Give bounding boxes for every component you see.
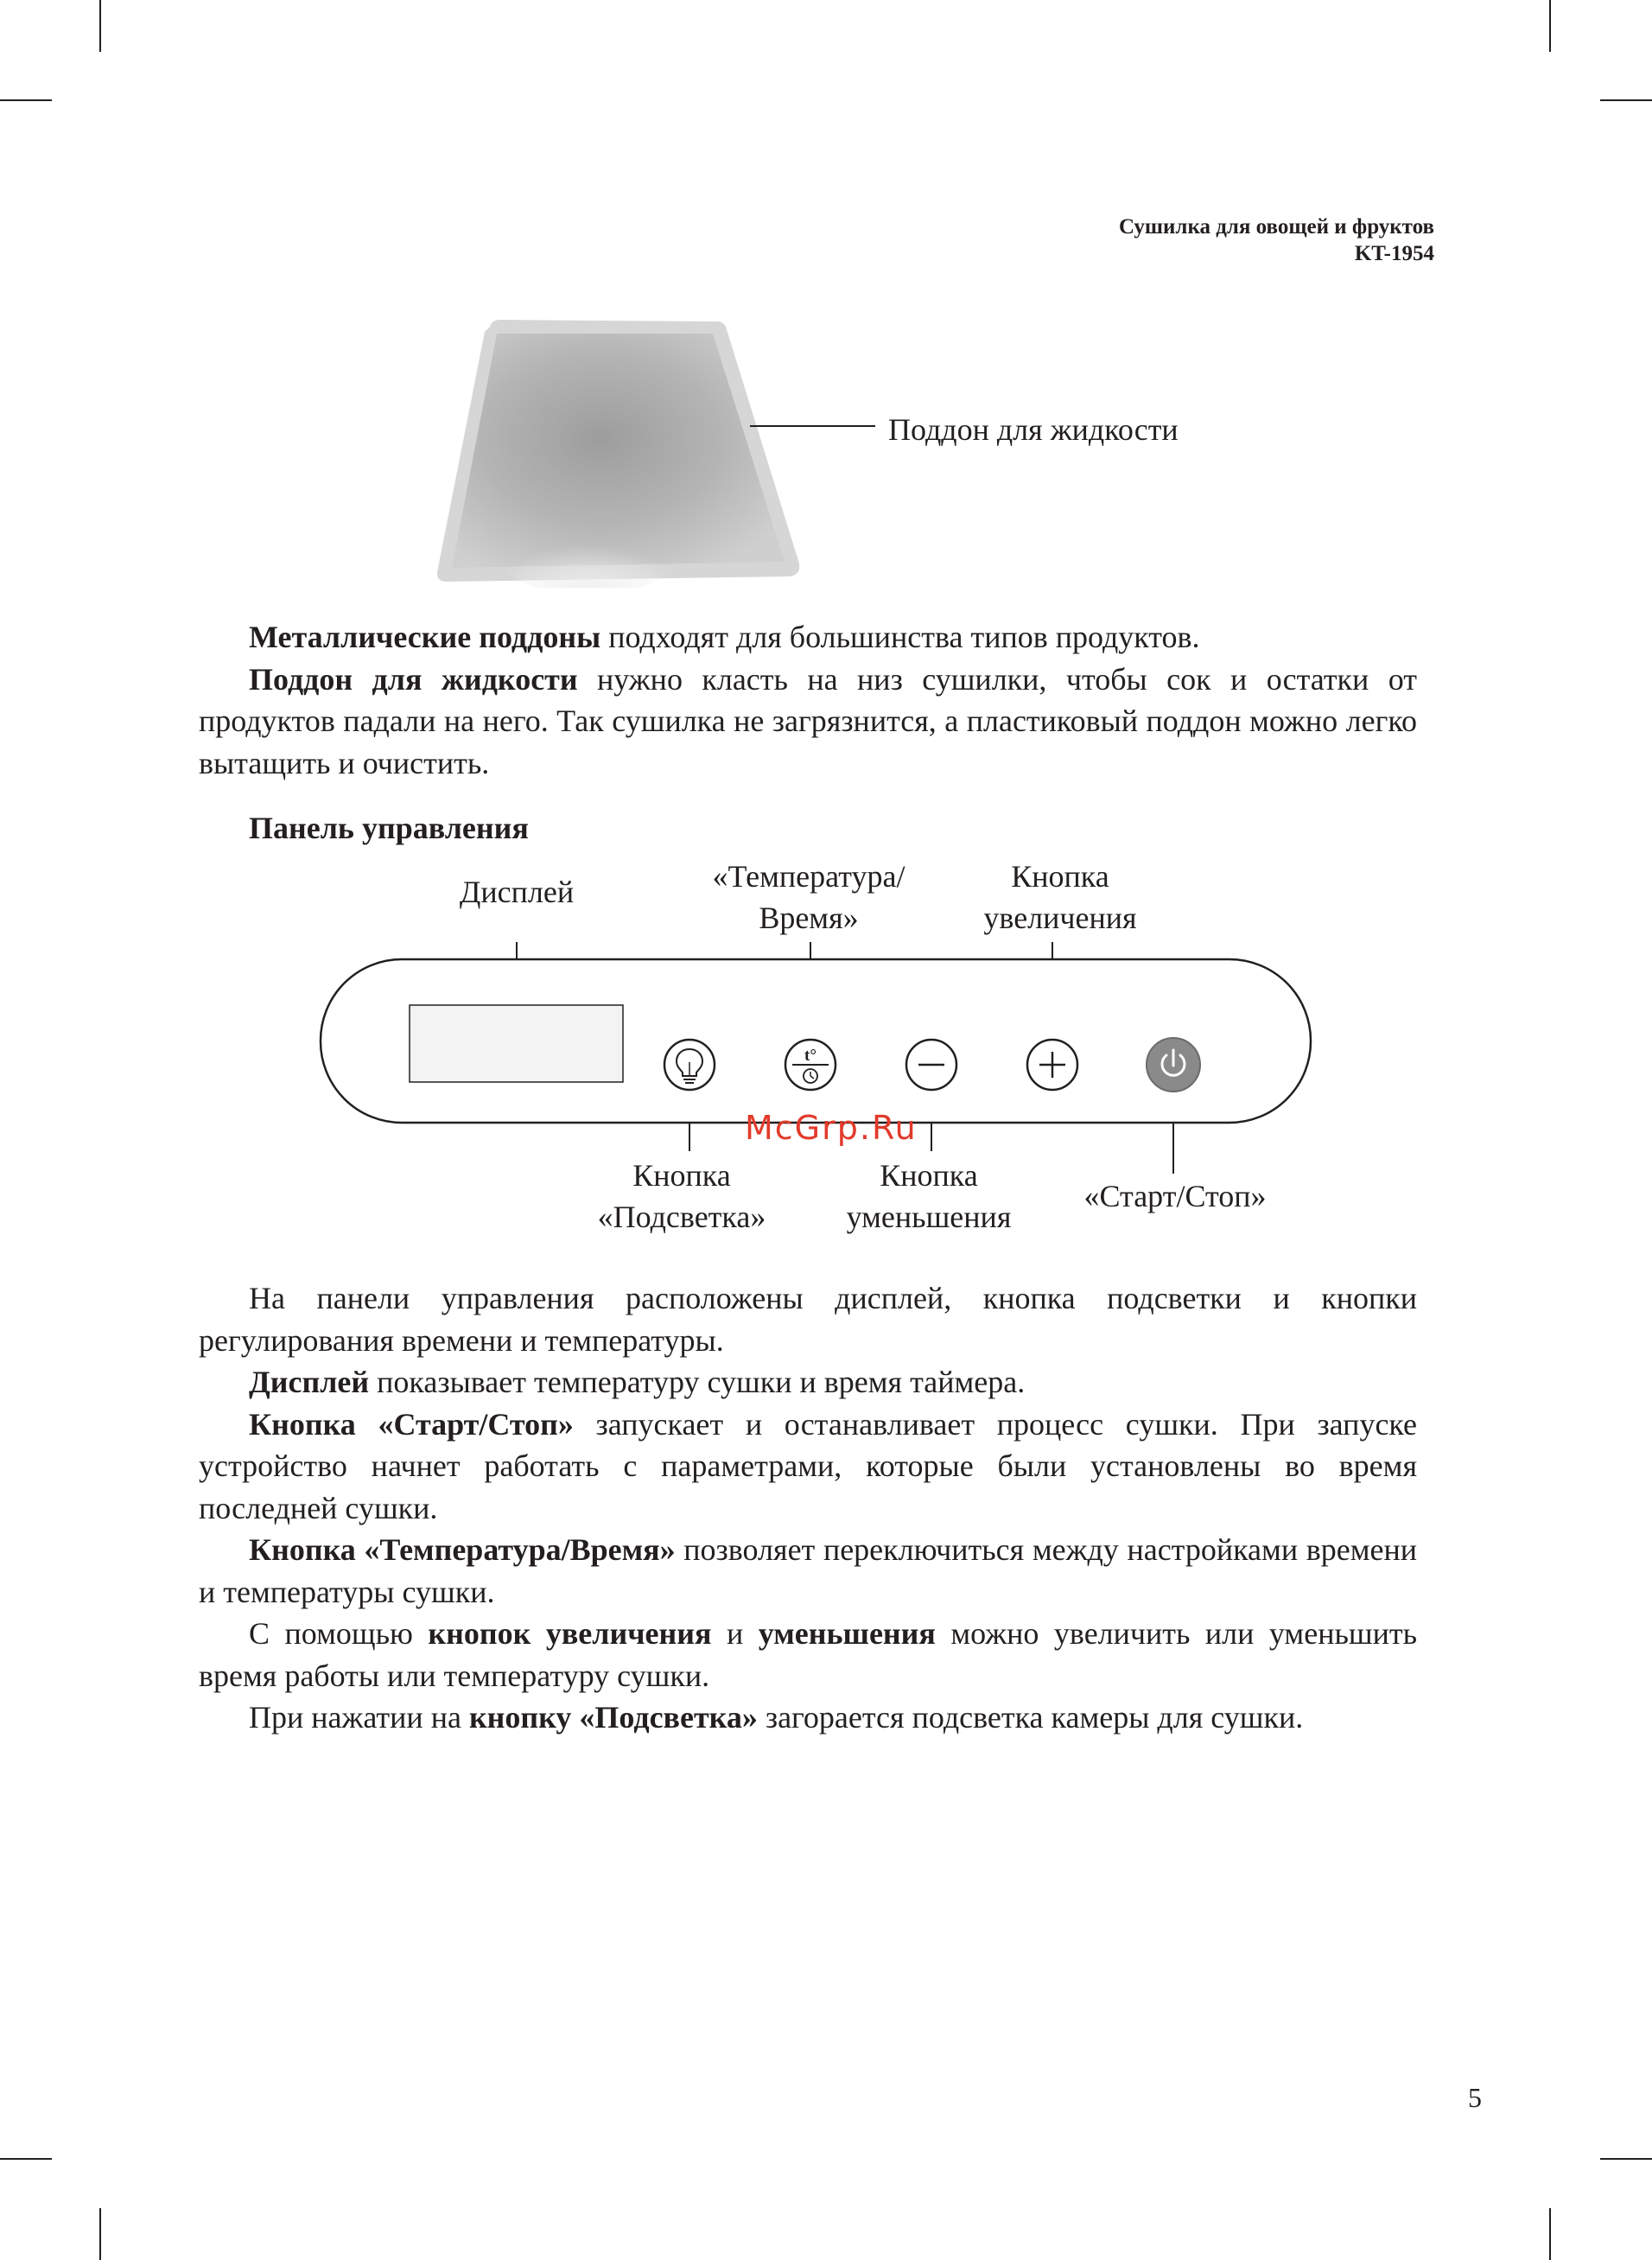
paragraph: Дисплей показывает температуру сушки и время таймера. xyxy=(249,1365,1026,1399)
crop-mark-top-right-h xyxy=(1600,99,1652,101)
crop-mark-bottom-right-h xyxy=(1600,2158,1652,2160)
section-title: Панель управления xyxy=(249,811,529,845)
display-label: Дисплей xyxy=(459,875,575,909)
start-stop-button xyxy=(1147,1038,1200,1092)
paragraph: При нажатии на кнопку «Подсветка» загорается подсветка камеры для сушки. xyxy=(249,1700,1304,1735)
light-button xyxy=(664,1040,715,1090)
paragraph: На панели управления расположены дисплей, кнопка подсветки и кнопки регулирования времени и температуры. xyxy=(199,1281,1417,1358)
liquid-tray-illustration xyxy=(436,320,886,588)
crop-mark-top-right-v xyxy=(1549,0,1551,52)
term: Дисплей xyxy=(249,1365,370,1399)
start-stop-label: «Старт/Стоп» xyxy=(1083,1179,1267,1213)
paragraph: Металлические поддоны подходят для большинства типов продуктов. xyxy=(249,620,1200,654)
crop-mark-top-left-v xyxy=(99,0,101,52)
crop-mark-bottom-left-h xyxy=(0,2158,52,2160)
control-panel-diagram xyxy=(311,942,1322,1270)
term: кнопок увеличения xyxy=(428,1616,712,1651)
paragraph: С помощью кнопок увеличения и уменьшения можно увеличить или уменьшить время работы или температуру сушки. xyxy=(199,1616,1418,1693)
term: Металлические поддоны xyxy=(249,620,601,654)
term: кнопку «Подсветка» xyxy=(468,1700,758,1735)
temp-time-button xyxy=(785,1040,836,1090)
page-number: 5 xyxy=(1468,2082,1482,2113)
header-title: Сушилка для овощей и фруктов xyxy=(1118,215,1434,239)
decrease-button xyxy=(906,1040,956,1090)
light-button-label: Кнопка «Подсветка» xyxy=(597,1158,766,1234)
increase-label: Кнопка увеличения xyxy=(983,859,1137,935)
running-header xyxy=(1119,213,1434,267)
crop-mark-top-left-h xyxy=(0,99,52,101)
crop-mark-bottom-left-v xyxy=(99,2208,101,2260)
tray-leader-line xyxy=(750,423,880,429)
term: Поддон для жидкости xyxy=(249,661,578,697)
paragraph: Кнопка «Старт/Стоп» запускает и останавливает процесс сушки. При запуске устройство начнет работать с параметрами, которые были установлены во время последней сушки. xyxy=(199,1406,1417,1525)
intro-text xyxy=(199,616,1417,784)
watermark: McGrp.Ru xyxy=(745,1109,918,1147)
temp-icon: t° xyxy=(804,1047,816,1065)
display-screen xyxy=(410,1005,623,1082)
tray-label: Поддон для жидкости xyxy=(888,412,1179,447)
paragraph: Поддон для жидкости нужно класть на низ сушилки, чтобы сок и остатки от продуктов падали на него. Так сушилка не загрязнится, а пластиковый поддон можно легко вытащить и очистить. xyxy=(199,661,1417,780)
term: Кнопка «Температура/Время» xyxy=(249,1532,676,1567)
term: уменьшения xyxy=(758,1616,936,1651)
temp-time-label: «Температура/ Время» xyxy=(712,859,905,935)
crop-mark-bottom-right-v xyxy=(1549,2208,1551,2260)
increase-button xyxy=(1027,1040,1077,1090)
description-text xyxy=(199,1277,1417,1739)
term: Кнопка «Старт/Стоп» xyxy=(249,1406,574,1442)
header-model: KT-1954 xyxy=(1354,242,1434,265)
decrease-button-label: Кнопка уменьшения xyxy=(846,1158,1012,1234)
paragraph: Кнопка «Температура/Время» позволяет переключиться между настройками времени и температуры сушки. xyxy=(199,1532,1418,1609)
